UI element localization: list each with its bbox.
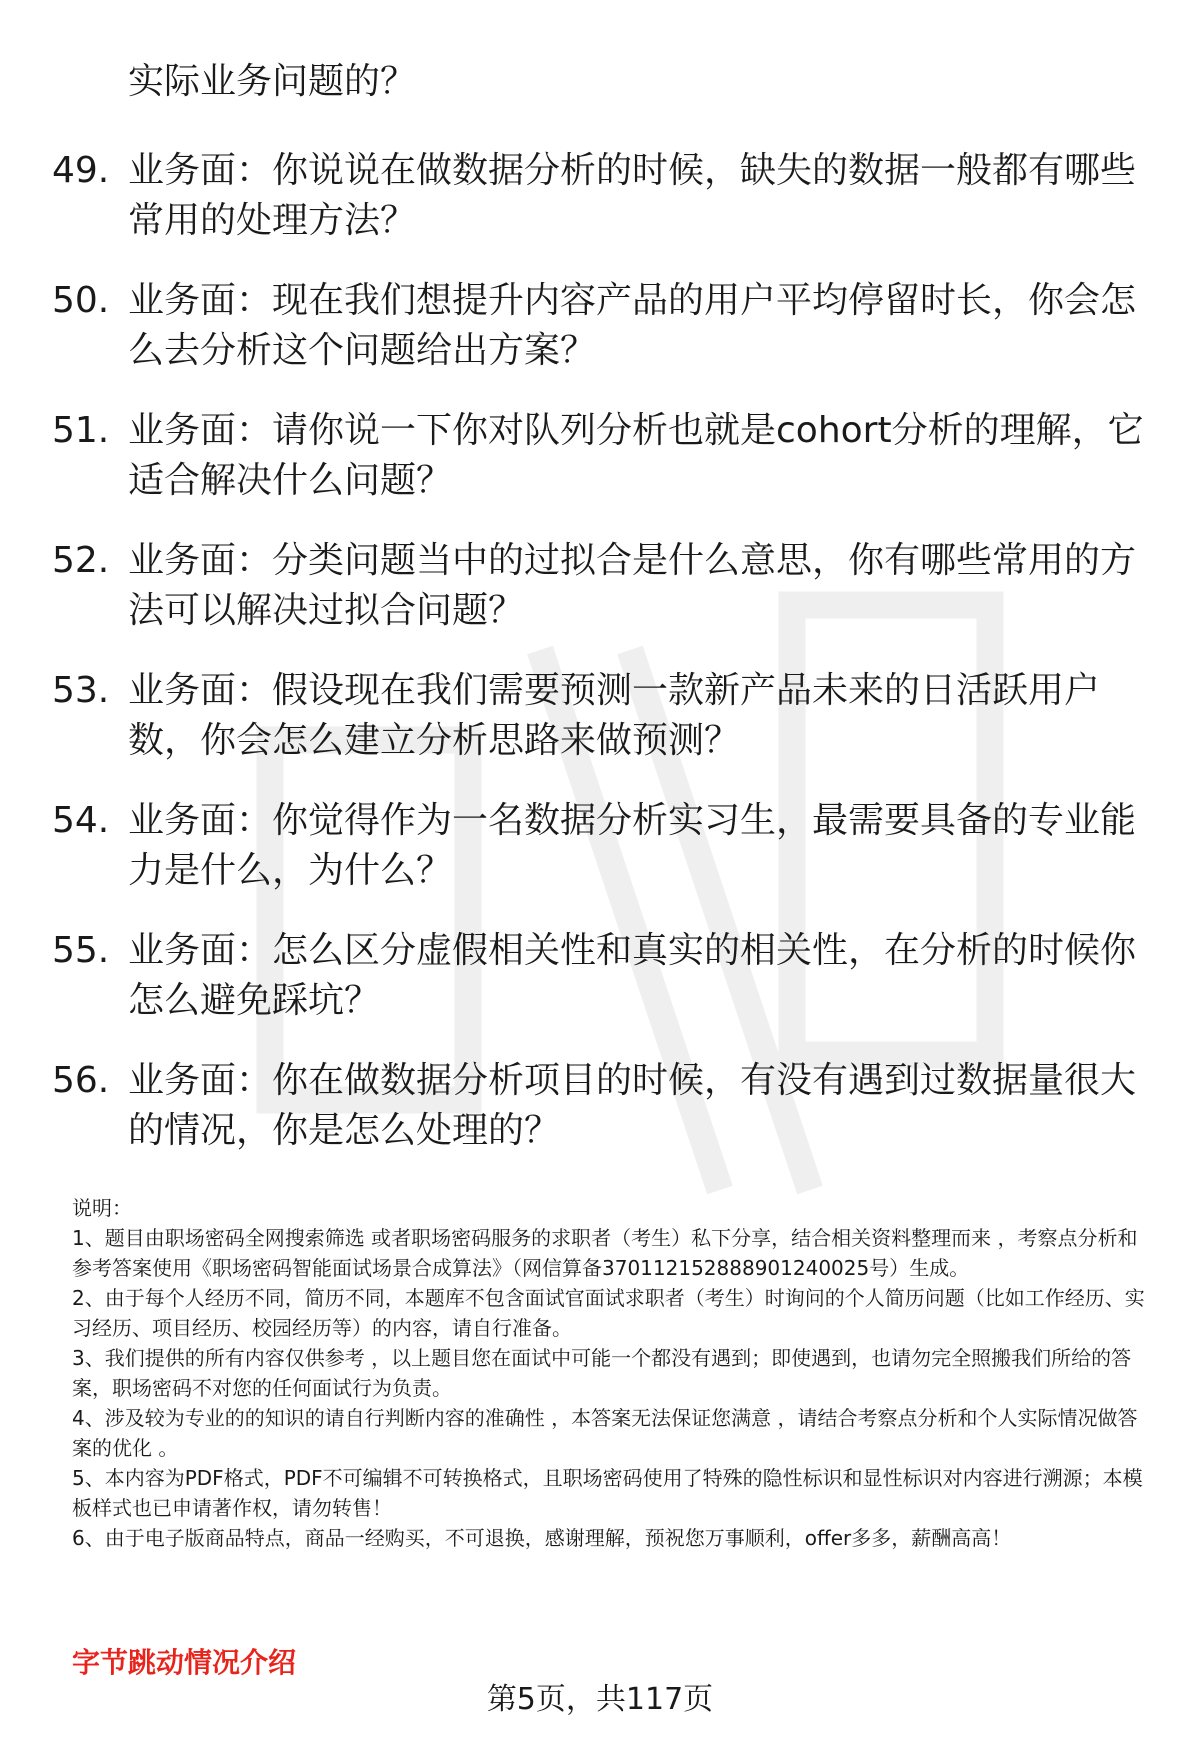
page-indicator: 第5页，共117页: [486, 1682, 714, 1717]
question-number: 51.: [52, 410, 110, 451]
question-text: 业务面：分类问题当中的过拟合是什么意思，你有哪些常用的方法可以解决过拟合问题？: [128, 540, 1137, 631]
notes-heading: 说明：: [72, 1196, 132, 1220]
note-item: 3、我们提供的所有内容仅供参考 ，以上题目您在面试中可能一个都没有遇到；即使遇到，也请勿完全照搬我们所给的答案，职场密码不对您的任何面试行为负责。: [72, 1346, 1132, 1400]
note-item: 6、由于电子版商品特点，商品一经购买，不可退换，感谢理解，预祝您万事顺利，offer多多，薪酬高高！: [72, 1526, 1012, 1550]
question-text: 业务面：请你说一下你对队列分析也就是cohort分析的理解，它适合解决什么问题？: [128, 410, 1144, 501]
question-number: 52.: [52, 540, 110, 581]
question-item: [52, 1056, 1152, 1156]
note-item: 1、题目由职场密码全网搜索筛选 或者职场密码服务的求职者（考生）私下分享，结合相关资料整理而来 ，考察点分析和参考答案使用《职场密码智能面试场景合成算法》（网信算备370112152888901240025号）生成。: [72, 1226, 1138, 1280]
disclaimer-notes: [72, 1193, 1152, 1553]
question-number: 50.: [52, 280, 110, 321]
question-number: 56.: [52, 1060, 110, 1101]
question-item: [52, 926, 1152, 1026]
question-item: [52, 406, 1152, 506]
question-text: 业务面：现在我们想提升内容产品的用户平均停留时长，你会怎么去分析这个问题给出方案？: [128, 280, 1137, 371]
question-text: 业务面：你说说在做数据分析的时候，缺失的数据一般都有哪些常用的处理方法？: [128, 150, 1137, 241]
question-text: 业务面：你觉得作为一名数据分析实习生，最需要具备的专业能力是什么，为什么？: [128, 800, 1137, 891]
question-number: 49.: [52, 150, 110, 191]
question-item: [52, 796, 1152, 896]
question-item: [52, 666, 1152, 766]
question-number: 54.: [52, 800, 110, 841]
note-item: 2、由于每个人经历不同，简历不同，本题库不包含面试官面试求职者（考生）时询问的个人简历问题（比如工作经历、实习经历、项目经历、校园经历等）的内容，请自行准备。: [72, 1286, 1145, 1340]
question-text: 业务面：假设现在我们需要预测一款新产品未来的日活跃用户数，你会怎么建立分析思路来做预测？: [128, 670, 1101, 761]
question-item: [52, 536, 1152, 636]
question-list: [52, 146, 1152, 1186]
question-text: 业务面：你在做数据分析项目的时候，有没有遇到过数据量很大的情况，你是怎么处理的？: [128, 1060, 1137, 1151]
question-continuation: 实际业务问题的？: [128, 61, 417, 102]
question-text: 业务面：怎么区分虚假相关性和真实的相关性，在分析的时候你怎么避免踩坑？: [128, 930, 1137, 1021]
question-item: [52, 276, 1152, 376]
question-number: 53.: [52, 670, 110, 711]
note-item: 4、涉及较为专业的的知识的请自行判断内容的准确性 ，本答案无法保证您满意 ，请结合考察点分析和个人实际情况做答案的优化 。: [72, 1406, 1138, 1460]
question-item: [52, 146, 1152, 246]
note-item: 5、本内容为PDF格式，PDF不可编辑不可转换格式，且职场密码使用了特殊的隐性标识和显性标识对内容进行溯源；本模板样式也已申请著作权，请勿转售！: [72, 1466, 1143, 1520]
question-number: 55.: [52, 930, 110, 971]
company-intro-link[interactable]: 字节跳动情况介绍: [72, 1646, 297, 1679]
